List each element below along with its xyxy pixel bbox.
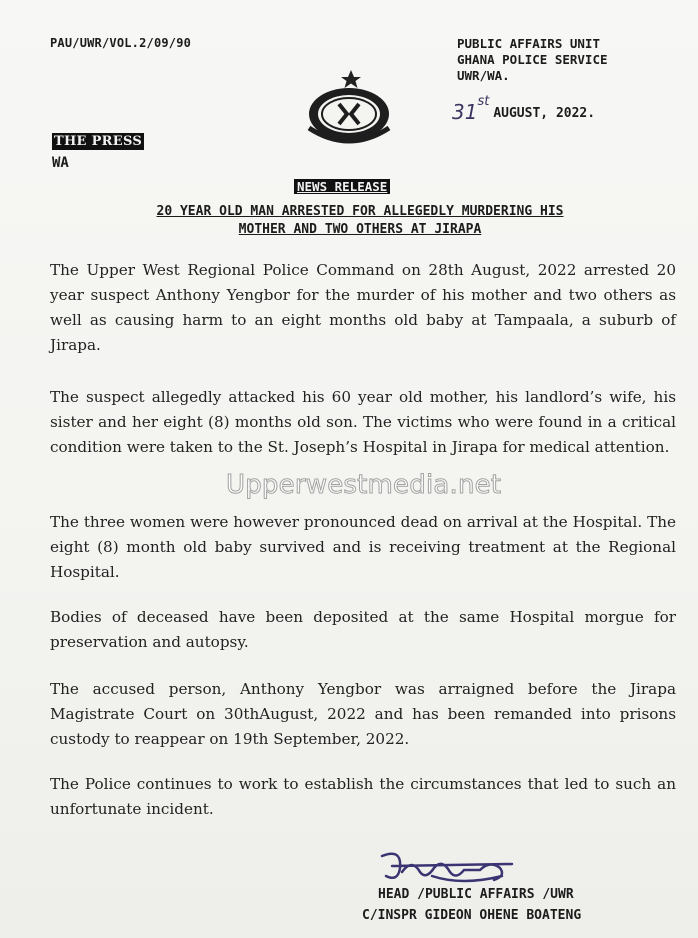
paragraph-investigation: The Police continues to work to establish the circumstances that led to such an unfortunate incident. (50, 775, 676, 818)
date-suffix-handwritten: st (477, 94, 490, 109)
signatory-title: HEAD /PUBLIC AFFAIRS /UWR (378, 887, 574, 902)
addressee-press: THE PRESS (54, 134, 143, 149)
headline-line-2: MOTHER AND TWO OTHERS AT JIRAPA (238, 222, 482, 237)
paragraph-arraignment: The accused person, Anthony Yengbor was arraigned before the Jirapa Magistrate Court on 30thAugust, 2022 and has been remanded into prisons custody to reappear on 19th September, 2022. (50, 680, 676, 748)
paragraph-victims: The three women were however pronounced dead on arrival at the Hospital. The eight (8) month old baby survived and is receiving treatment at the Regional Hospital. (50, 513, 676, 581)
addressee-location: WA (52, 155, 69, 171)
date-month-year: AUGUST, 2022. (493, 106, 596, 121)
police-crest-icon (301, 68, 397, 148)
unit-line-3: UWR/WA. (457, 68, 510, 83)
paragraph-bodies: Bodies of deceased have been deposited at the same Hospital morgue for preservation and autopsy. (50, 608, 676, 651)
unit-line-1: PUBLIC AFFAIRS UNIT (457, 36, 600, 51)
headline-line-1: 20 YEAR OLD MAN ARRESTED FOR ALLEGEDLY MURDERING HIS (156, 204, 564, 219)
news-release-label: NEWS RELEASE (294, 179, 390, 194)
signatory-name: C/INSPR GIDEON OHENE BOATENG (362, 908, 582, 923)
issuing-unit (457, 36, 608, 84)
headline (50, 203, 670, 239)
paragraph-attack: The suspect allegedly attacked his 60 year old mother, his landlord’s wife, his sister and her eight (8) months old son. The victims who were found in a critical condition were taken to the St. Joseph’s Hospital in Jirapa for medical attention. (50, 388, 676, 456)
signature-icon (372, 846, 522, 890)
release-date (452, 94, 596, 124)
date-day-handwritten: 31 (452, 100, 478, 124)
unit-line-2: GHANA POLICE SERVICE (457, 52, 608, 67)
watermark-text: Upperwestmedia.net (226, 470, 502, 500)
reference-number: PAU/UWR/VOL.2/09/90 (50, 36, 192, 50)
paragraph-arrest: The Upper West Regional Police Command on 28th August, 2022 arrested 20 year suspect Anthony Yengbor for the murder of his mother and two others as well as causing harm to an eight months old baby at Tampaala, a suburb of Jirapa. (50, 261, 676, 354)
